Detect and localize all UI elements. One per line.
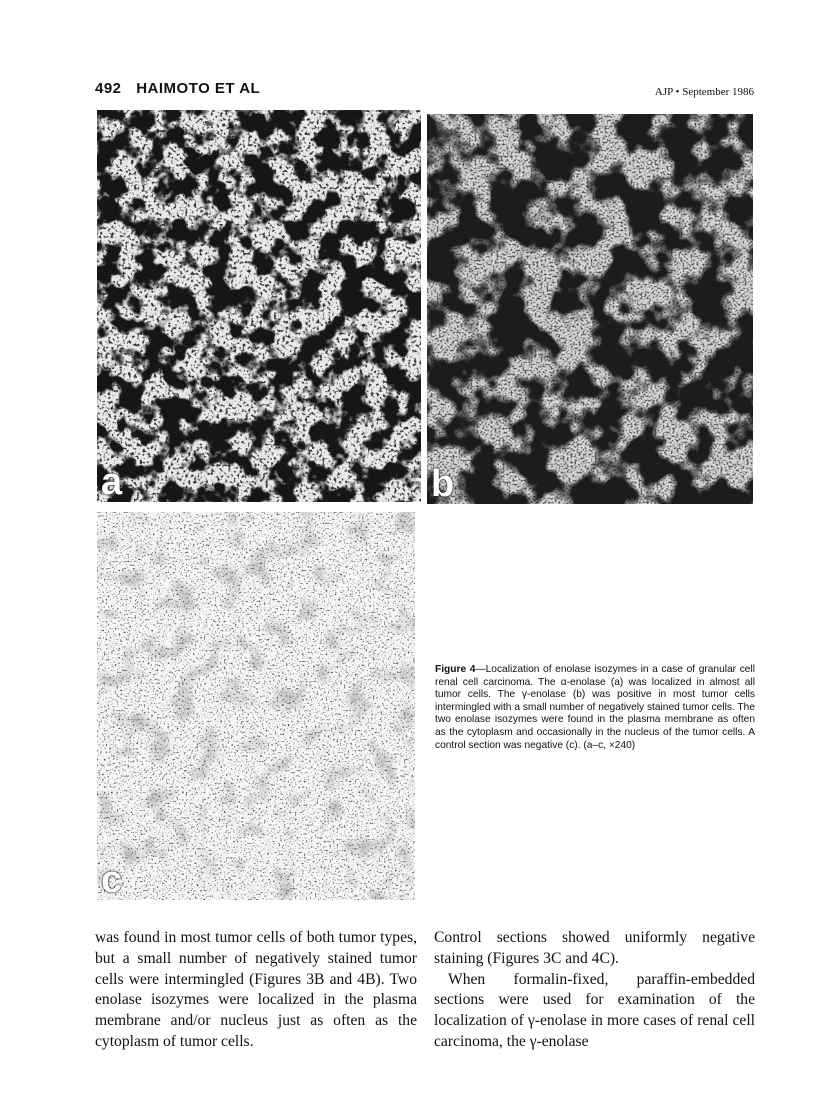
caption-title: Figure 4 — [435, 664, 476, 675]
figure-caption — [435, 664, 755, 752]
running-head-left — [95, 80, 260, 97]
body-column-left — [95, 928, 417, 1053]
panel-label: c — [101, 859, 123, 900]
figure-panel-b — [427, 114, 753, 504]
journal-info: AJP • September 1986 — [654, 86, 754, 98]
panel-label: b — [431, 463, 455, 504]
micrograph-dense-stain-icon — [97, 110, 421, 502]
micrograph-dense-stain-icon — [427, 114, 753, 504]
figure-panel-c — [97, 512, 415, 900]
caption-text: —Localization of enolase isozymes in a case of granular cell renal cell carcinoma. The α-enolase (a) was localized in almost all tumor cells. The γ-enolase (b) was positive in most tumor cells intermingled with a small number of negatively stained tumor cells. The two enolase isozymes were found in the plasma membrane as often as the cytoplasm and occasionally in the nucleus of the tumor cells. A control section was negative (c). (a–c, ×240) — [435, 664, 755, 751]
micrograph-light-stain-icon — [97, 512, 415, 900]
body-paragraph: Control sections showed uniformly negative staining (Figures 3C and 4C). — [434, 929, 755, 967]
running-authors: HAIMOTO ET AL — [136, 80, 261, 97]
body-column-right — [434, 928, 755, 1053]
figure-panel-a — [97, 110, 421, 502]
body-paragraph: was found in most tumor cells of both tumor types, but a small number of negatively stained tumor cells were intermingled (Figures 3B and 4B). Two enolase isozymes were localized in the plasma membrane and/or nucleus just as often as the cytoplasm of tumor cells. — [95, 929, 417, 1050]
body-paragraph: When formalin-fixed, paraffin-embedded sections were used for examination of the localization of γ-enolase in more cases of renal cell carcinoma, the γ-enolase — [434, 970, 755, 1050]
panel-label: a — [101, 461, 123, 502]
page-number: 492 — [95, 80, 122, 97]
